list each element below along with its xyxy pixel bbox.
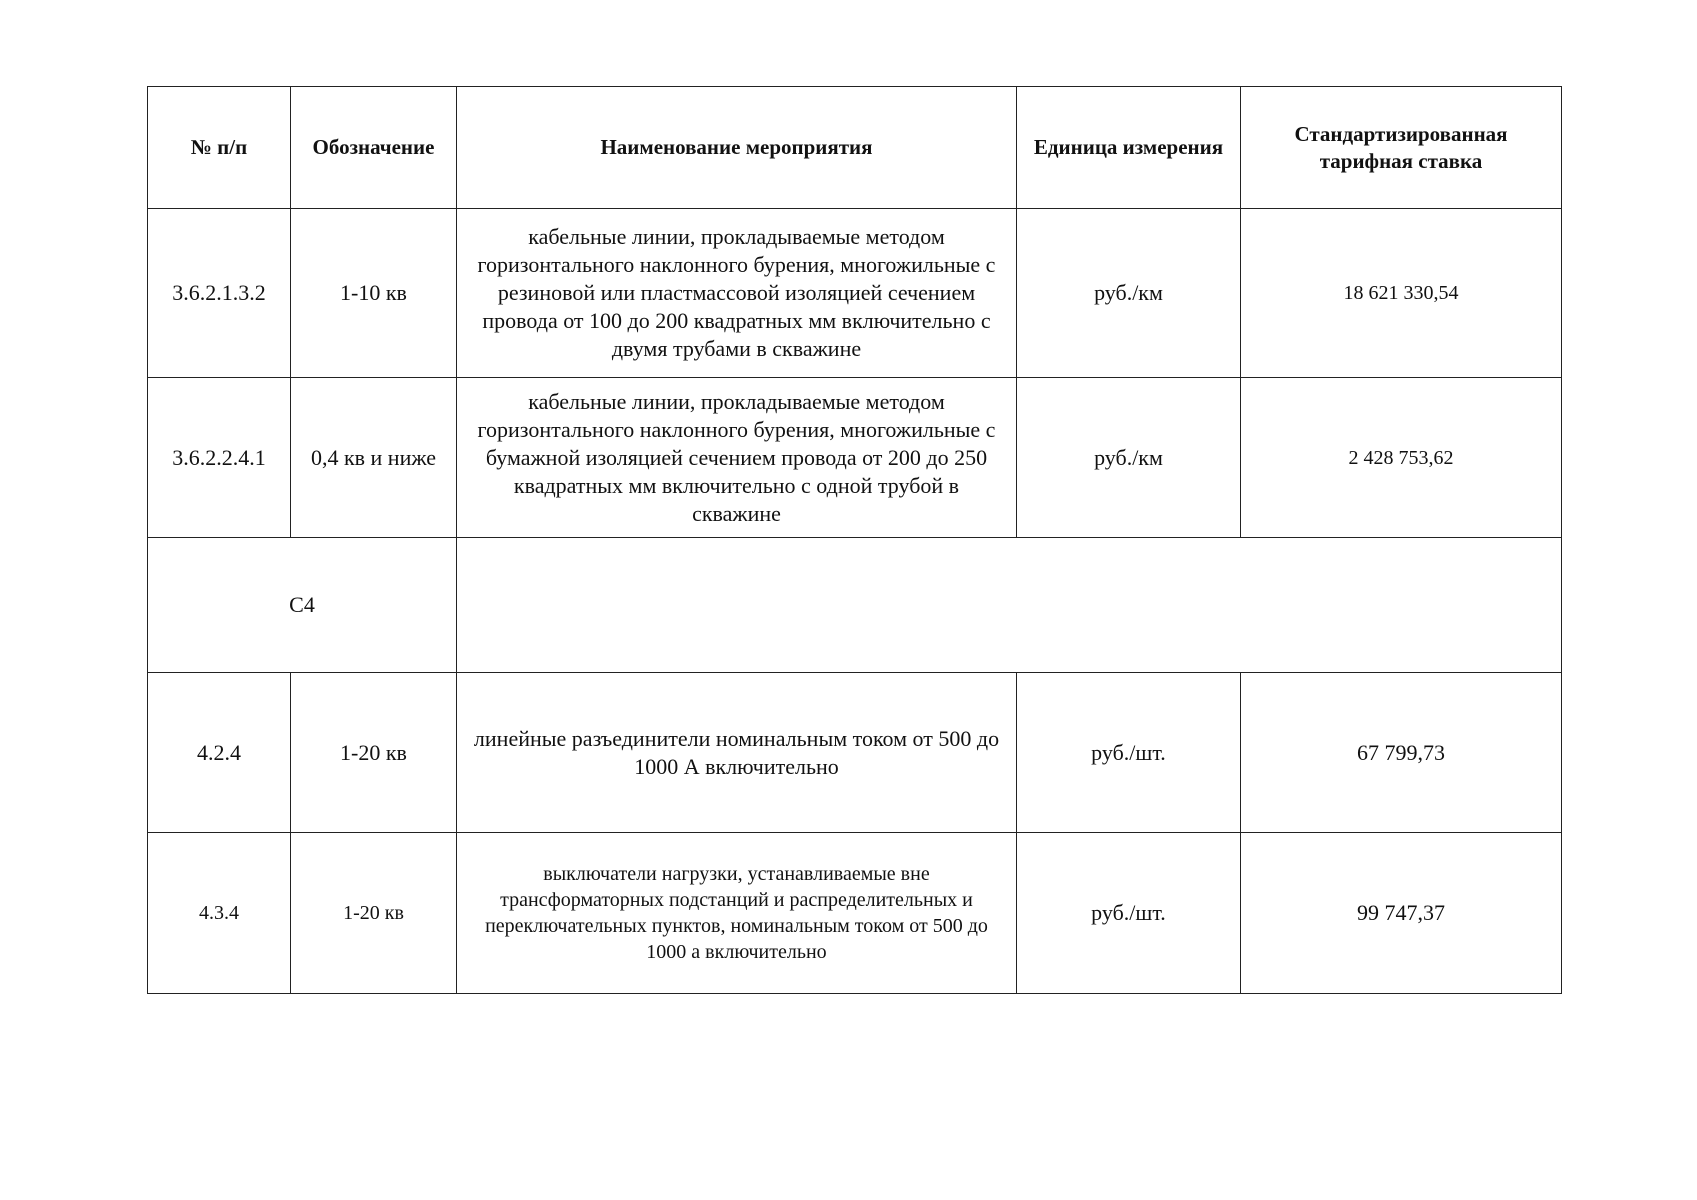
section-row — [148, 538, 1562, 673]
table-row — [148, 378, 1562, 538]
cell-num: 4.2.4 — [148, 673, 291, 833]
cell-name: кабельные линии, прокладываемые методом горизонтального наклонного бурения, многожильные с резиновой или пластмассовой изоляцией сечением провода от 100 до 200 квадратных мм включительно с двумя трубами в скважине — [457, 209, 1017, 378]
tariff-table — [147, 86, 1562, 994]
cell-designation: 0,4 кв и ниже — [291, 378, 457, 538]
cell-name: линейные разъединители номинальным током от 500 до 1000 А включительно — [457, 673, 1017, 833]
cell-num: 4.3.4 — [148, 833, 291, 994]
table-row — [148, 209, 1562, 378]
header-num: № п/п — [148, 87, 291, 209]
section-description — [457, 538, 1562, 673]
cell-num: 3.6.2.1.3.2 — [148, 209, 291, 378]
cell-rate: 2 428 753,62 — [1241, 378, 1562, 538]
cell-rate: 99 747,37 — [1241, 833, 1562, 994]
cell-name: выключатели нагрузки, устанавливаемые вне трансформаторных подстанций и распределительных и переключательных пунктов, номинальным током от 500 до 1000 а включительно — [457, 833, 1017, 994]
cell-designation: 1-20 кв — [291, 833, 457, 994]
cell-unit: руб./км — [1017, 209, 1241, 378]
header-unit: Единица измерения — [1017, 87, 1241, 209]
cell-unit: руб./км — [1017, 378, 1241, 538]
cell-num: 3.6.2.2.4.1 — [148, 378, 291, 538]
table-row — [148, 833, 1562, 994]
cell-unit: руб./шт. — [1017, 833, 1241, 994]
cell-rate: 18 621 330,54 — [1241, 209, 1562, 378]
header-rate: Стандартизированная тарифная ставка — [1241, 87, 1562, 209]
cell-rate: 67 799,73 — [1241, 673, 1562, 833]
table-row — [148, 673, 1562, 833]
cell-designation: 1-20 кв — [291, 673, 457, 833]
cell-designation: 1-10 кв — [291, 209, 457, 378]
header-designation: Обозначение — [291, 87, 457, 209]
table-header-row — [148, 87, 1562, 209]
section-label: C4 — [148, 538, 457, 673]
cell-unit: руб./шт. — [1017, 673, 1241, 833]
cell-name: кабельные линии, прокладываемые методом горизонтального наклонного бурения, многожильные с бумажной изоляцией сечением провода от 200 до 250 квадратных мм включительно с одной трубой в скважине — [457, 378, 1017, 538]
header-name: Наименование мероприятия — [457, 87, 1017, 209]
